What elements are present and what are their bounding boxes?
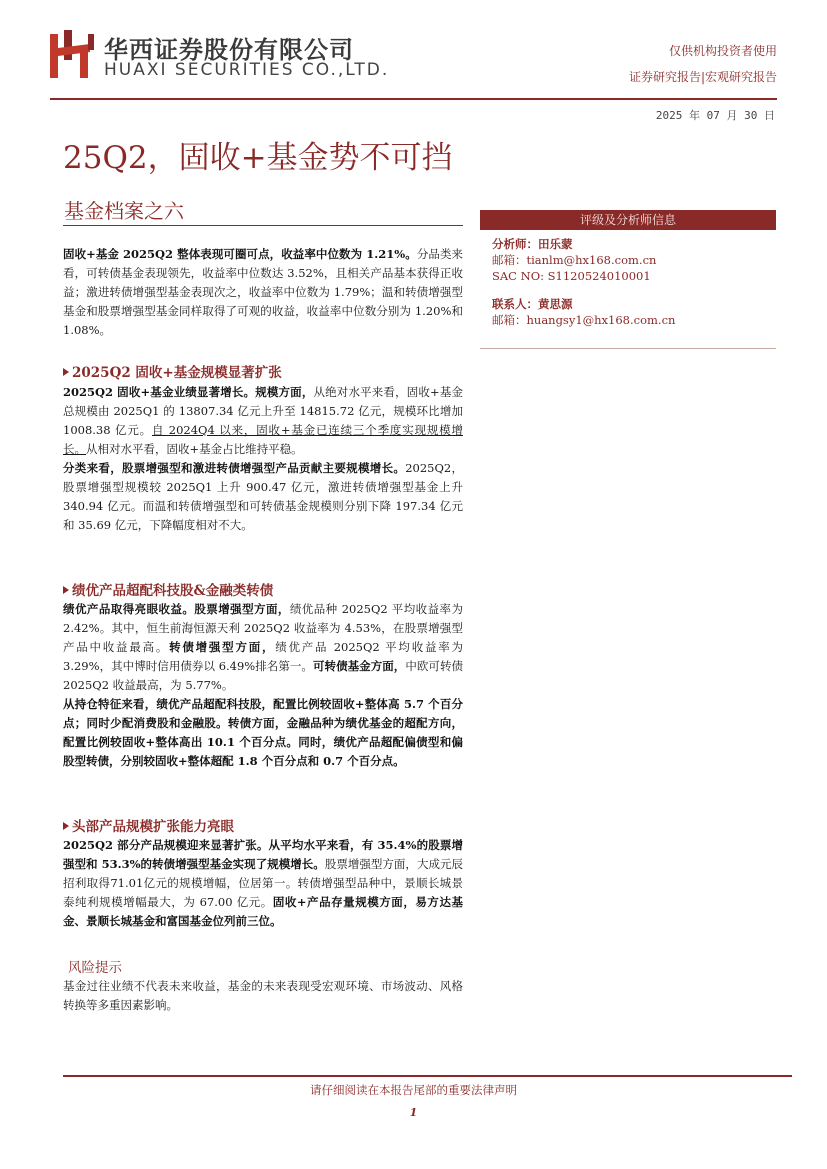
report-type-label: 证券研究报告|宏观研究报告 <box>628 70 777 84</box>
section1-body <box>63 383 463 535</box>
huaxi-logo-icon <box>50 30 96 80</box>
section2-para2: 从持仓特征来看，绩优产品超配科技股，配置比例较固收+整体高 5.7 个百分点；同时少配消费股和金融股。转债方面，金融品种为绩优基金的超配方向，配置比例较固收+整体高出 10.1 个百分点。同时，绩优产品超配偏债型和偏股型转债，分别较固收+整体超配 1.8 个百分点和 0.7 个百分点。 <box>63 697 463 768</box>
company-name-en: HUAXI SECURITIES CO.,LTD. <box>104 60 390 80</box>
sac-label: SAC NO: <box>492 269 545 283</box>
triangle-bullet-icon <box>63 368 69 376</box>
analyst-label: 分析师： <box>492 237 538 251</box>
contact-name: 黄思源 <box>538 297 573 311</box>
series-title: 基金档案之六 <box>64 199 184 223</box>
company-name-cn: 华西证券股份有限公司 <box>104 36 354 64</box>
report-date: 2025 年 07 月 30 日 <box>655 109 775 122</box>
triangle-bullet-icon <box>63 586 69 594</box>
section2-para1: 绩优产品取得亮眼收益。股票增强型方面，绩优品种 2025Q2 平均收益率为 2.42%。其中，恒生前海恒源天利 2025Q2 收益率为 4.53%，在股票增强型产品中收益最高。转债增强型方面，绩优产品 2025Q2 平均收益率为 3.29%，其中博时信用债券以 6.49%排名第一。可转债基金方面，中欧可转债 2025Q2 收益最高，为 5.77%。 <box>63 602 463 692</box>
audience-label: 仅供机构投资者使用 <box>668 44 777 58</box>
contact-email-label: 邮箱： <box>492 313 527 327</box>
analyst-info <box>492 236 675 328</box>
section-heading-scale: 2025Q2 固收+基金规模显著扩张 <box>63 361 282 381</box>
triangle-bullet-icon <box>63 822 69 830</box>
intro-paragraph <box>63 245 463 340</box>
section1-para1: 2025Q2 固收+基金业绩显著增长。规模方面，从绝对水平来看，固收+基金总规模由 2025Q1 的 13807.34 亿元上升至 14815.72 亿元，规模环比增加 1008.38 亿元。自 2024Q4 以来，固收+基金已连续三个季度实现规模增长。从相对水平看，固收+基金占比维持平稳。 <box>63 385 463 456</box>
page-title: 25Q2，固收+基金势不可挡 <box>63 140 453 176</box>
contact-email[interactable]: huangsy1@hx168.com.cn <box>526 313 676 327</box>
intro-lead: 固收+基金 2025Q2 整体表现可圈可点，收益率中位数为 1.21%。 <box>63 247 417 261</box>
section-heading-top-products: 头部产品规模扩张能力亮眼 <box>63 815 234 835</box>
section1-para2: 分类来看，股票增强型和激进转债增强型产品贡献主要规模增长。2025Q2，股票增强型规模较 2025Q1 上升 900.47 亿元，激进转债增强型基金上升 340.94 亿元。而温和转债增强型和可转债基金规模则分别下降 197.34 亿元和 35.69 亿元，下降幅度相对不大。 <box>63 461 463 532</box>
section-heading-performance: 绩优产品超配科技股&金融类转债 <box>63 579 273 599</box>
analyst-email-label: 邮箱： <box>492 253 527 267</box>
risk-text: 基金过往业绩不代表未来收益，基金的未来表现受宏观环境、市场波动、风格转换等多重因素影响。 <box>63 979 463 1012</box>
risk-heading: 风险提示 <box>68 960 122 976</box>
section3-body <box>63 836 463 931</box>
analyst-name: 田乐蒙 <box>538 237 573 251</box>
page-number: 1 <box>409 1106 418 1119</box>
section2-body <box>63 600 463 771</box>
section3-para1: 2025Q2 部分产品规模迎来显著扩张。从平均水平来看，有 35.4%的股票增强型和 53.3%的转债增强型基金实现了规模增长。股票增强型方面，大成元辰招利取得71.01亿元的规模增幅，位居第一。转债增强型品种中，景顺长城景泰纯利规模增幅最大，为 67.00 亿元。固收+产品存量规模方面，易方达基金、景顺长城基金和富国基金位列前三位。 <box>63 838 464 928</box>
sac-number: S1120524010001 <box>547 269 651 283</box>
contact-label: 联系人： <box>492 297 538 311</box>
series-divider <box>63 225 463 226</box>
intro-text: 分品类来看，可转债基金表现领先，收益率中位数达 3.52%，且相关产品基本获得正收益；激进转债增强型基金表现次之，收益率中位数为 1.79%；温和转债增强型基金和股票增强型基金同样取得了可观的收益，收益率中位数分别为 1.20%和 1.08%。 <box>63 247 464 337</box>
analyst-panel-header: 评级及分析师信息 <box>480 210 776 230</box>
report-meta <box>629 38 777 90</box>
footer-divider <box>63 1075 792 1077</box>
header-divider <box>50 98 777 100</box>
panel-divider <box>480 348 776 349</box>
analyst-email[interactable]: tianlm@hx168.com.cn <box>526 253 657 267</box>
legal-notice: 请仔细阅读在本报告尾部的重要法律声明 <box>310 1083 517 1097</box>
